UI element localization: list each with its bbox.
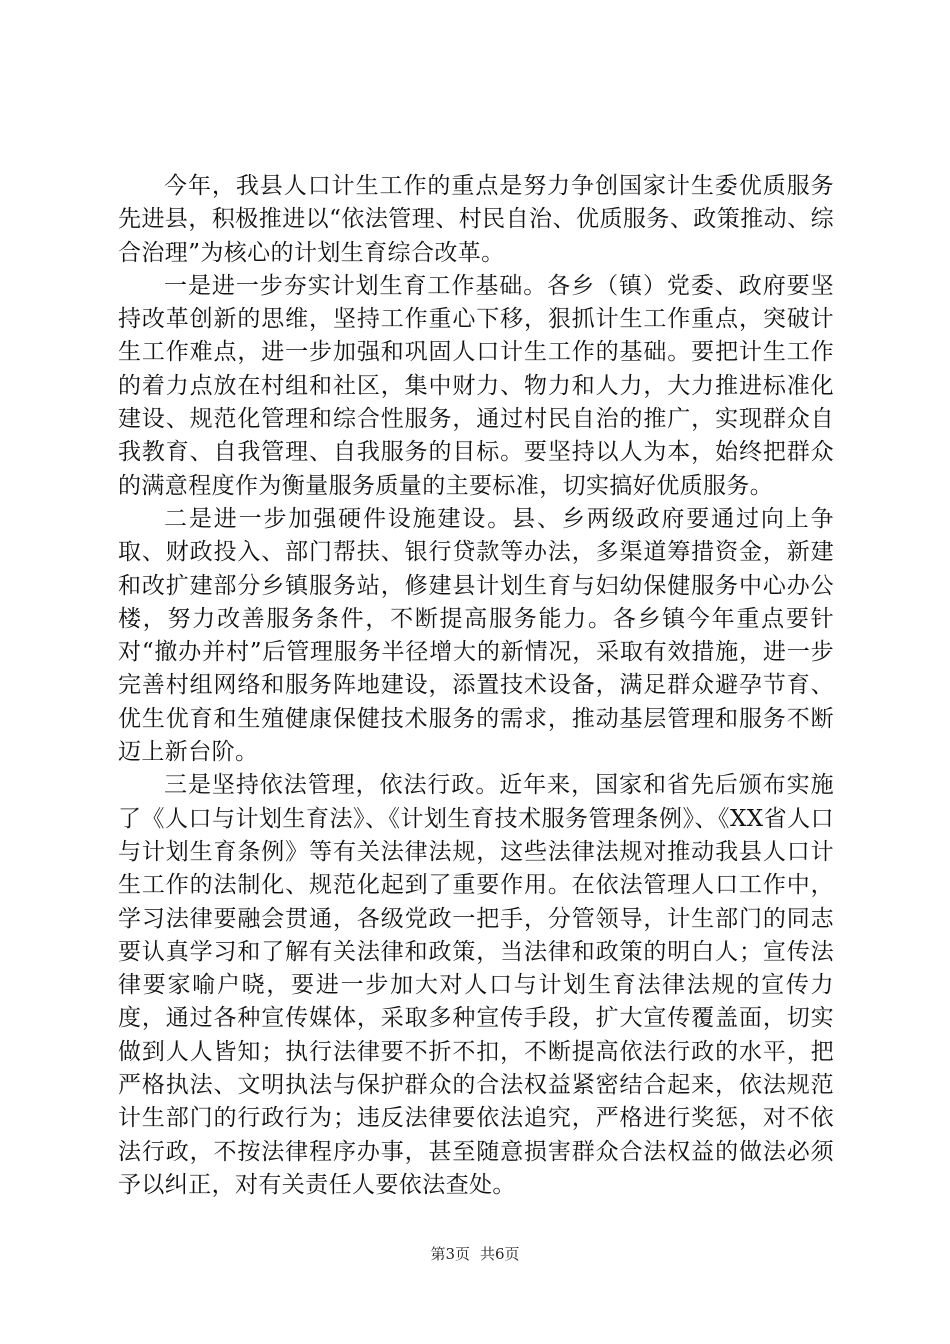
- paragraph-point-one: 一是进一步夯实计划生育工作基础。各乡（镇）党委、政府要坚持改革创新的思维，坚持工作重心下移，狠抓计生工作重点，突破计生工作难点，进一步加强和巩固人口计生工作的基础。要把计生工作的着力点放在村组和社区，集中财力、物力和人力，大力推进标准化建设、规范化管理和综合性服务，通过村民自治的推广，实现群众自我教育、自我管理、自我服务的目标。要坚持以人为本，始终把群众的满意程度作为衡量服务质量的主要标准，切实搞好优质服务。: [118, 272, 834, 499]
- page-footer: [0, 1243, 950, 1264]
- page-number: 第3页: [430, 1245, 470, 1263]
- document-body: [118, 170, 834, 1202]
- paragraph-point-three: 三是坚持依法管理，依法行政。近年来，国家和省先后颁布实施了《人口与计划生育法》、《计划生育技术服务管理条例》、《XX省人口与计划生育条例》等有关法律法规，这些法律法规对推动我县人口计生工作的法制化、规范化起到了重要作用。在依法管理人口工作中，学习法律要融会贯通，各级党政一把手，分管领导，计生部门的同志要认真学习和了解有关法律和政策，当法律和政策的明白人；宣传法律要家喻户晓，要进一步加大对人口与计划生育法律法规的宣传力度，通过各种宣传媒体，采取多种宣传手段，扩大宣传覆盖面，切实做到人人皆知；执行法律要不折不扣，不断提高依法行政的水平，把严格执法、文明执法与保护群众的合法权益紧密结合起来，依法规范计生部门的行政行为；违反法律要依法追究，严格进行奖惩，对不依法行政，不按法律程序办事，甚至随意损害群众合法权益的做法必须予以纠正，对有关责任人要依法查处。: [118, 772, 834, 1198]
- page-total: 共6页: [480, 1245, 520, 1263]
- paragraph-intro: 今年，我县人口计生工作的重点是努力争创国家计生委优质服务先进县，积极推进以“依法管理、村民自治、优质服务、政策推动、综合治理”为核心的计划生育综合改革。: [118, 173, 834, 266]
- paragraph-point-two: 二是进一步加强硬件设施建设。县、乡两级政府要通过向上争取、财政投入、部门帮扶、银行贷款等办法，多渠道筹措资金，新建和改扩建部分乡镇服务站，修建县计划生育与妇幼保健服务中心办公楼，努力改善服务条件，不断提高服务能力。各乡镇今年重点要针对“撤办并村”后管理服务半径增大的新情况，采取有效措施，进一步完善村组网络和服务阵地建设，添置技术设备，满足群众避孕节育、优生优育和生殖健康保健技术服务的需求，推动基层管理和服务不断迈上新台阶。: [118, 505, 834, 766]
